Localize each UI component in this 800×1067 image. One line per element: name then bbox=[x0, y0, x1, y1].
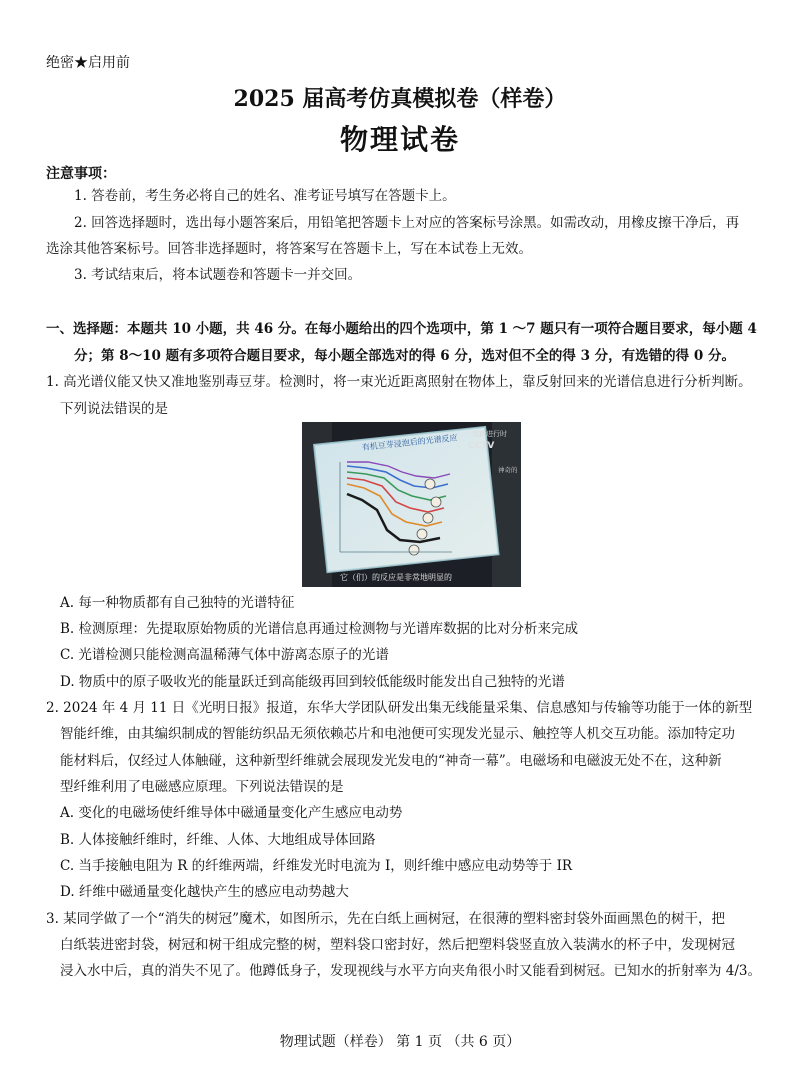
notice-item-2-line-1: 2. 回答选择题时，选出每小题答案后，用铅笔把答题卡上对应的答案标号涂黑。如需改动，用橡皮擦干净后，再 bbox=[74, 215, 740, 231]
notice-item-1: 1. 答卷前，考生务必将自己的姓名、准考证号填写在答题卡上。 bbox=[74, 188, 456, 204]
exam-title: 2025 届高考仿真模拟卷（样卷） bbox=[233, 86, 567, 112]
question-3-stem-line-1: 3. 某同学做了一个“消失的树冠”魔术，如图所示，先在白纸上画树冠，在很薄的塑料密封袋外面画黑色的树干，把 bbox=[46, 911, 725, 927]
question-1-stem-line-1: 1. 高光谱仪能又快又准地鉴别毒豆芽。检测时，将一束光近距离照射在物体上，靠反射回来的光谱信息进行分析判断。 bbox=[46, 374, 752, 390]
tv-side-text: 神奇的 bbox=[498, 466, 518, 474]
question-2-stem-line-1: 2. 2024 年 4 月 11 日《光明日报》报道，东华大学团队研发出集无线能量采集、信息感知与传输等功能于一体的新型 bbox=[46, 700, 753, 716]
notice-heading: 注意事项： bbox=[46, 166, 116, 182]
confidential-label: 绝密★启用前 bbox=[46, 55, 130, 71]
question-1-option-c: C. 光谱检测只能检测高温稀薄气体中游离态原子的光谱 bbox=[60, 647, 389, 663]
question-1-stem-line-2: 下列说法错误的是 bbox=[60, 401, 168, 417]
slide-title: 有机豆芽浸泡后的光谱反应 bbox=[361, 433, 458, 453]
tv-show-label: 创新进行时 bbox=[472, 430, 507, 438]
notice-item-3: 3. 考试结束后，将本试题卷和答题卡一并交回。 bbox=[74, 267, 362, 283]
question-2-stem-line-2: 智能纤维，由其编织制成的智能纺织品无须依赖芯片和电池便可实现发光显示、触控等人机交互功能。添加特定功 bbox=[60, 726, 735, 742]
section-1-instructions-line-1: 一、选择题：本题共 10 小题，共 46 分。在每小题给出的四个选项中，第 1 ～7 题只有一项符合题目要求，每小题 4 bbox=[46, 321, 757, 337]
question-3-stem-line-3: 浸入水中后，真的消失不见了。他蹲低身子，发现视线与水平方向夹角很小时又能看到树冠。已知水的折射率为 4/3。 bbox=[60, 963, 762, 979]
video-caption: 它（们）的反应是非常地明显的 bbox=[340, 573, 452, 582]
subject-title: 物理试卷 bbox=[339, 123, 460, 156]
question-2-option-c: C. 当手接触电阻为 R 的纤维两端，纤维发光时电流为 I，则纤维中感应电动势等于 IR bbox=[60, 858, 573, 874]
question-2-option-b: B. 人体接触纤维时，纤维、人体、大地组成导体回路 bbox=[60, 832, 376, 848]
question-1-option-a: A. 每一种物质都有自己独特的光谱特征 bbox=[60, 595, 295, 611]
page-footer: 物理试题（样卷） 第 1 页 （共 6 页） bbox=[279, 1034, 521, 1050]
question-1-option-b: B. 检测原理：先提取原始物质的光谱信息再通过检测物与光谱库数据的比对分析来完成 bbox=[60, 621, 579, 637]
question-2-option-a: A. 变化的电磁场使纤维导体中磁通量变化产生感应电动势 bbox=[60, 805, 403, 821]
tv-logo: CCTV bbox=[468, 441, 495, 451]
question-3-stem-line-2: 白纸装进密封袋，树冠和树干组成完整的树，塑料袋口密封好，然后把塑料袋竖直放入装满水的杯子中，发现树冠 bbox=[60, 937, 735, 953]
question-1-photo bbox=[302, 422, 521, 587]
question-2-stem-line-4: 型纤维利用了电磁感应原理。下列说法错误的是 bbox=[60, 779, 344, 795]
spectral-slide-graphic bbox=[302, 422, 521, 587]
question-1-option-d: D. 物质中的原子吸收光的能量跃迁到高能级再回到较低能级时能发出自己独特的光谱 bbox=[60, 674, 565, 690]
question-2-option-d: D. 纤维中磁通量变化越快产生的感应电动势越大 bbox=[60, 884, 349, 900]
notice-item-2-line-2: 选涂其他答案标号。回答非选择题时，将答案写在答题卡上，写在本试卷上无效。 bbox=[46, 241, 532, 257]
section-1-instructions-line-2: 分；第 8～10 题有多项符合题目要求，每小题全部选对的得 6 分，选对但不全的得 3 分，有选错的得 0 分。 bbox=[74, 348, 735, 364]
question-2-stem-line-3: 能材料后，仅经过人体触碰，这种新型纤维就会展现发光发电的“神奇一幕”。电磁场和电磁波无处不在，这种新 bbox=[60, 753, 722, 769]
